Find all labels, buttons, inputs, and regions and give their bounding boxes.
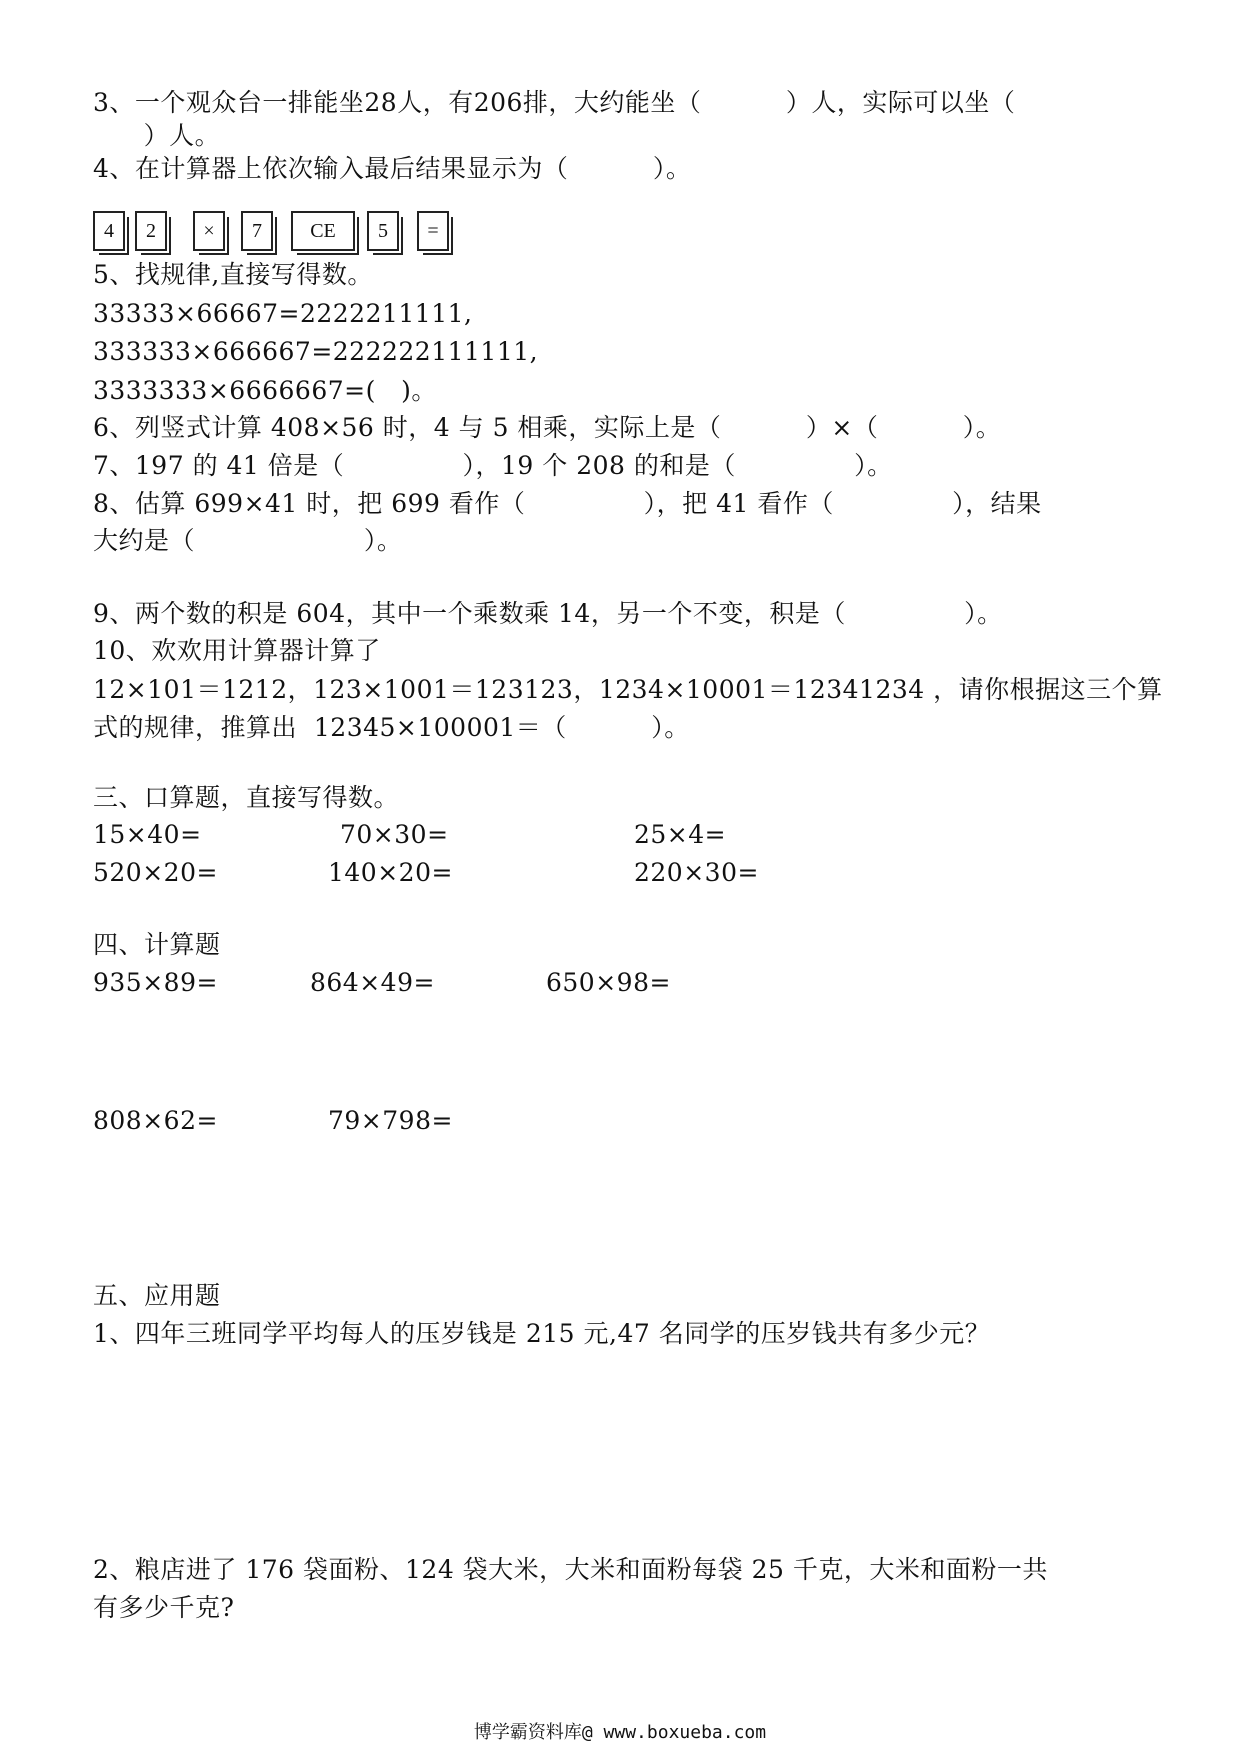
q10-line3: 式的规律，推算出 12345×100001＝（ ）。 bbox=[93, 713, 690, 742]
calc-item-4: 808×62= bbox=[93, 1106, 218, 1135]
q3-line2: ）人。 bbox=[93, 121, 221, 150]
calc-key-2: 2 bbox=[135, 211, 167, 251]
q5-row1: 33333×66667=2222211111, bbox=[93, 299, 473, 328]
app-q2-line1: 2、粮店进了 176 袋面粉、124 袋大米，大米和面粉每袋 25 千克，大米和面粉一共 bbox=[93, 1555, 1048, 1584]
oral-item-4: 520×20= bbox=[93, 858, 218, 887]
calc-key-equals: = bbox=[417, 211, 449, 251]
calc-key-multiply: × bbox=[193, 211, 225, 251]
oral-item-1: 15×40= bbox=[93, 820, 202, 849]
calc-key-7: 7 bbox=[241, 211, 273, 251]
section3-title: 三、口算题，直接写得数。 bbox=[93, 783, 400, 812]
q5-title: 5、找规律,直接写得数。 bbox=[93, 260, 373, 289]
q5-row2: 333333×666667=222222111111, bbox=[93, 337, 539, 366]
q8-line2: 大约是（ ）。 bbox=[93, 526, 403, 555]
q3-line1: 3、一个观众台一排能坐28人，有206排，大约能坐（ ）人，实际可以坐（ bbox=[93, 88, 1016, 117]
q9-text: 9、两个数的积是 604，其中一个乘数乘 14，另一个不变，积是（ ）。 bbox=[93, 599, 1003, 628]
q10-line2: 12×101＝1212，123×1001＝123123，1234×10001＝12341234 ，请你根据这三个算 bbox=[93, 675, 1163, 704]
q10-line1: 10、欢欢用计算器计算了 bbox=[93, 636, 381, 665]
oral-item-5: 140×20= bbox=[328, 858, 453, 887]
calc-item-3: 650×98= bbox=[546, 968, 671, 997]
section4-title: 四、计算题 bbox=[93, 930, 221, 959]
oral-item-3: 25×4= bbox=[634, 820, 727, 849]
footer-watermark: 博学霸资料库@ www.boxueba.com bbox=[473, 1722, 767, 1743]
oral-item-6: 220×30= bbox=[634, 858, 759, 887]
q6-text: 6、列竖式计算 408×56 时，4 与 5 相乘，实际上是（ ）×（ ）。 bbox=[93, 413, 1002, 442]
calc-item-5: 79×798= bbox=[328, 1106, 453, 1135]
calc-key-ce: CE bbox=[291, 211, 355, 251]
calc-key-4: 4 bbox=[93, 211, 125, 251]
q7-text: 7、197 的 41 倍是（ ），19 个 208 的和是（ ）。 bbox=[93, 451, 893, 480]
section5-title: 五、应用题 bbox=[93, 1281, 221, 1310]
q5-row3: 3333333×6666667=( )。 bbox=[93, 376, 437, 405]
q4-text: 4、在计算器上依次输入最后结果显示为（ ）。 bbox=[93, 154, 692, 183]
app-q2-line2: 有多少千克? bbox=[93, 1593, 235, 1622]
calc-key-5: 5 bbox=[367, 211, 399, 251]
calc-item-1: 935×89= bbox=[93, 968, 218, 997]
app-q1: 1、四年三班同学平均每人的压岁钱是 215 元,47 名同学的压岁钱共有多少元？ bbox=[93, 1319, 991, 1348]
oral-item-2: 70×30= bbox=[340, 820, 449, 849]
q8-line1: 8、估算 699×41 时，把 699 看作（ ），把 41 看作（ ），结果 bbox=[93, 489, 1042, 518]
calc-item-2: 864×49= bbox=[310, 968, 435, 997]
